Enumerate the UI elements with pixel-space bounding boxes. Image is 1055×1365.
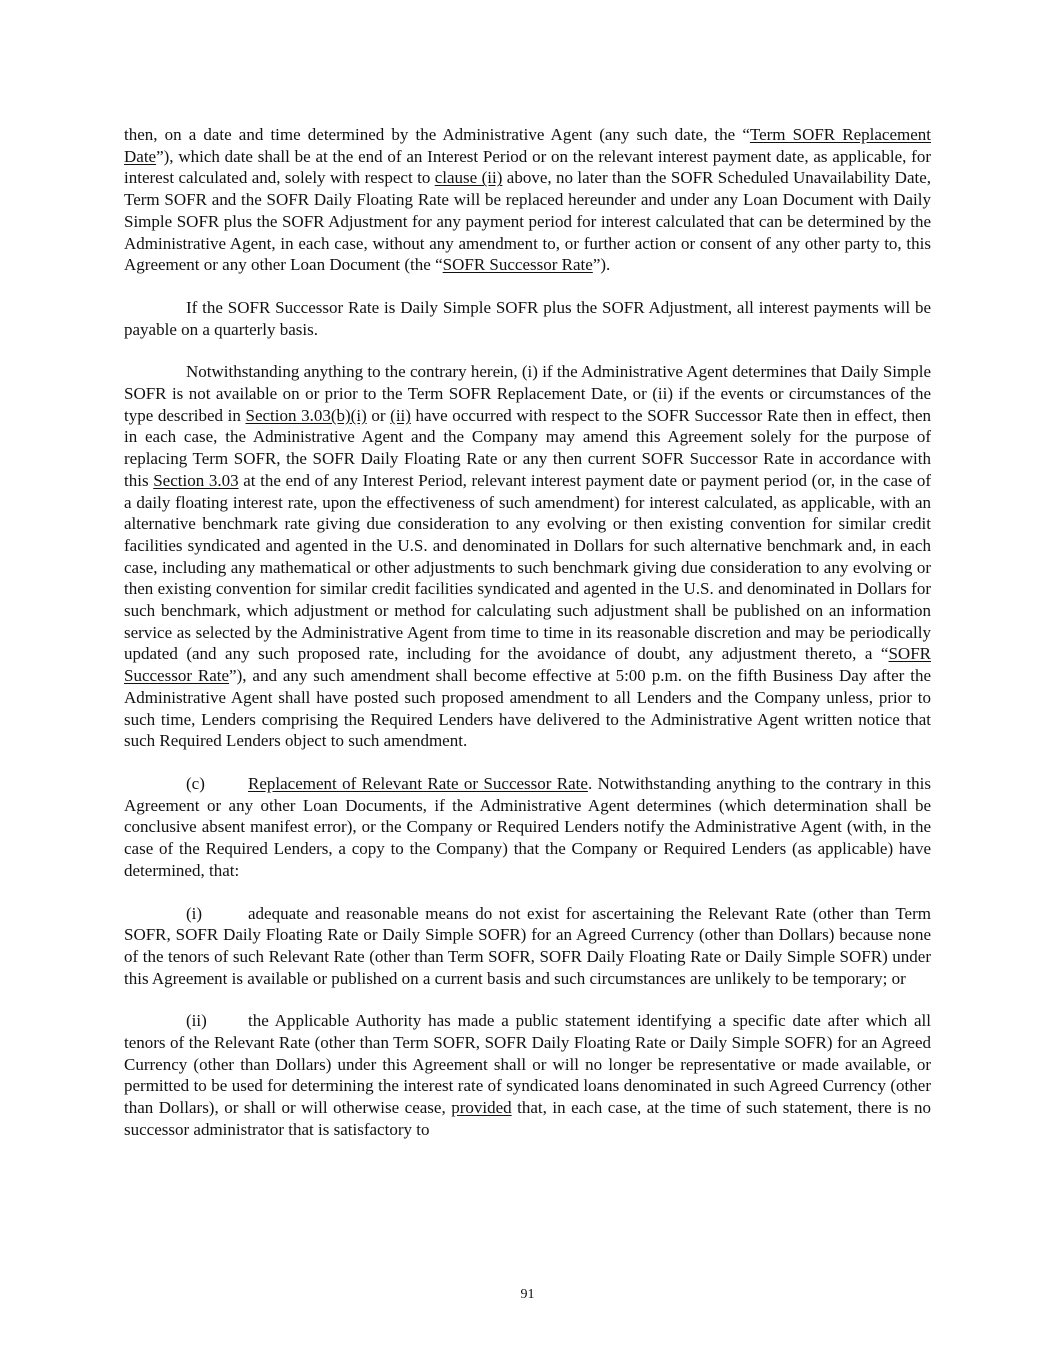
section-heading: Replacement of Relevant Rate or Successor Rate (248, 773, 588, 793)
text: adequate and reasonable means do not exist for ascertaining the Relevant Rate (other than Term SOFR, SOFR Daily Floating Rate or Daily Simple SOFR) for an Agreed Currency (other than Dollars) because none of the tenors of such Relevant Rate (other than Term SOFR, SOFR Daily Floating Rate or Daily Simple SOFR) under this Agreement is available or published on a current basis and such circumstances are unlikely to be temporary; or (124, 903, 931, 988)
text: . Notwithstanding anything to the contrary in this Agreement or any other Loan Documents, if the Administrative Agent determines (which determination shall be conclusive absent manifest error), or the Company or Required Lenders notify the Administrative Agent (with, in the case of the Required Lenders, a copy to the Company) that the Company or Required Lenders (as applicable) have determined, that: (124, 773, 931, 880)
text: ”), and any such amendment shall become effective at 5:00 p.m. on the fifth Business Day after the Administrative Agent shall have posted such proposed amendment to all Lenders and the Company unless, prior to such time, Lenders comprising the Required Lenders have delivered to the Administrative Agent written notice that such Required Lenders object to such amendment. (124, 666, 931, 751)
section-reference: Section 3.03 (153, 470, 239, 490)
defined-term: Term SOFR Replacement Date (124, 125, 931, 166)
text: If the SOFR Successor Rate is Daily Simple SOFR plus the SOFR Adjustment, all interest payments will be payable on a quarterly basis. (124, 297, 931, 339)
document-page (124, 124, 931, 1162)
text: above, no later than the SOFR Scheduled Unavailability Date, Term SOFR and the SOFR Daily Floating Rate will be replaced hereunder and under any Loan Document with Daily Simple SOFR plus the SOFR Adjustment for any payment period for interest calculated that can be determined by the Administrative Agent, in each case, without any amendment to, or further action or consent of any other party to, this Agreement or any other Loan Document (the “ (124, 168, 932, 275)
paragraph-term-sofr-replacement (124, 124, 931, 276)
paragraph-section-c (124, 773, 931, 882)
text: have occurred with respect to the SOFR Successor Rate then in effect, then in each case, the Administrative Agent and the Company may amend this Agreement solely for the purpose of replacing Term SOFR, the SOFR Daily Floating Rate or any then current SOFR Successor Rate in accordance with this (124, 405, 931, 490)
clause-label: (ii) (186, 1011, 207, 1031)
text: then, on a date and time determined by the Administrative Agent (any such date, the “ (124, 125, 750, 144)
defined-term: SOFR Successor Rate (442, 255, 593, 275)
clause-label: (i) (186, 903, 203, 923)
text: Notwithstanding anything to the contrary herein, (i) if the Administrative Agent determines that Daily Simple SOFR is not available on or prior to the Term SOFR Replacement Date, or (ii) if the events or circumstances of the type described in (124, 362, 931, 425)
text: ”), which date shall be at the end of an Interest Period or on the relevant interest payment date, as applicable, for interest calculated and, solely with respect to (124, 146, 931, 188)
text: or (366, 405, 391, 425)
proviso-term: provided (451, 1098, 512, 1118)
paragraph-notwithstanding (124, 361, 931, 752)
paragraph-clause-i (124, 903, 931, 990)
clause-reference: clause (ii) (434, 168, 503, 188)
defined-term: SOFR Successor Rate (124, 644, 931, 686)
section-reference: Section 3.03(b)(i) (245, 405, 367, 425)
text: at the end of any Interest Period, relevant interest payment date or payment period (or, in the case of a daily floating interest rate, upon the effectiveness of such amendment) for interest calculated, as applicable, with an alternative benchmark rate giving due consideration to any evolving or then existing convention for similar credit facilities syndicated and agented in the U.S. and denominated in Dollars for such alternative benchmark and, in each case, including any mathematical or other adjustments to such benchmark giving due consideration to any evolving or then existing convention for similar credit facilities syndicated and agented in the U.S. and denominated in Dollars for such benchmark, which adjustment or method for calculating such adjustment shall be published on an information service as selected by the Administrative Agent from time to time in its reasonable discretion and may be periodically updated (and any such proposed rate, including for the avoidance of doubt, any adjustment thereto, a “ (124, 470, 931, 664)
section-reference: (ii) (390, 405, 411, 425)
text: ”). (592, 255, 611, 275)
paragraph-quarterly-payments (124, 297, 931, 340)
section-label: (c) (186, 773, 205, 793)
text: the Applicable Authority has made a public statement identifying a specific date after which all tenors of the Relevant Rate (other than Term SOFR, SOFR Daily Floating Rate or Daily Simple SOFR) for an Agreed Currency (other than Dollars) under this Agreement shall or will no longer be representative or made available, or permitted to be used for determining the interest rate of syndicated loans denominated in such Agreed Currency (other than Dollars), or shall or will otherwise cease, (124, 1011, 931, 1118)
page-number: 91 (520, 1287, 535, 1302)
paragraph-clause-ii (124, 1010, 931, 1140)
text: that, in each case, at the time of such statement, there is no successor administrator that is satisfactory to (124, 1098, 931, 1139)
